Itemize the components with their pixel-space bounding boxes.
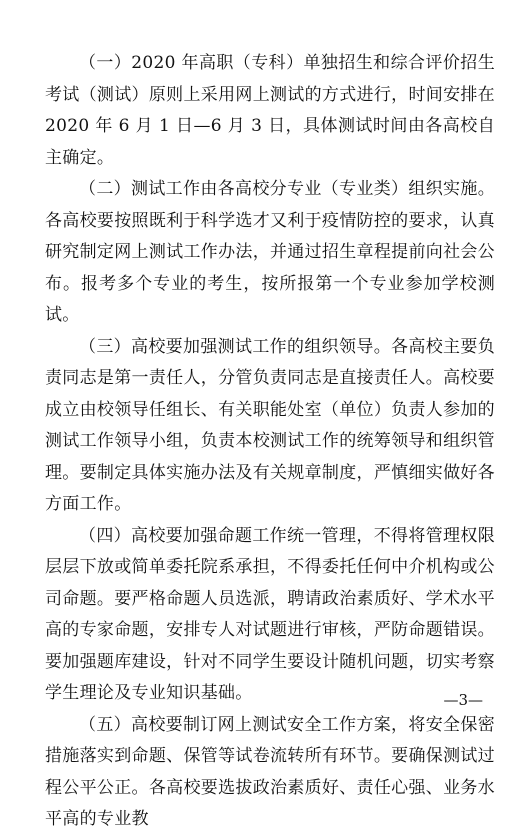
page-number: —3—	[443, 691, 483, 709]
paragraph-3: （三）高校要加强测试工作的组织领导。各高校主要负责同志是第一责任人，分管负责同志是直接责任人。高校要成立由校领导任组长、有关职能处室（单位）负责人参加的测试工作领导小组，负责本校测试工作的统筹领导和组织管理。要制定具体实施办法及有关规章制度，严慎细实做好各方面工作。	[45, 336, 495, 514]
paragraph-4: （四）高校要加强命题工作统一管理，不得将管理权限层层下放或简单委托院系承担，不得委托任何中介机构或公司命题。要严格命题人员选派，聘请政治素质好、学术水平高的专家命题，安排专人对试题进行审核，严防命题错误。要加强题库建设，针对不同学生要设计随机问题，切实考察学生理论及专业知识基础。	[45, 525, 495, 703]
document-body	[45, 48, 495, 836]
paragraph-5: （五）高校要制订网上测试安全工作方案，将安全保密措施落实到命题、保管等试卷流转所有环节。要确保测试过程公平公正。各高校要选拔政治素质好、责任心强、业务水平高的专业教	[45, 714, 495, 829]
paragraph-2: （二）测试工作由各高校分专业（专业类）组织实施。各高校要按照既利于科学选才又利于疫情防控的要求，认真研究制定网上测试工作办法，并通过招生章程提前向社会公布。报考多个专业的考生，按所报第一个专业参加学校测试。	[45, 179, 495, 325]
paragraph-1: （一）2020 年高职（专科）单独招生和综合评价招生考试（测试）原则上采用网上测试的方式进行，时间安排在 2020 年 6 月 1 日—6 月 3 日，具体测试时间由各高校自主确定。	[45, 53, 495, 168]
